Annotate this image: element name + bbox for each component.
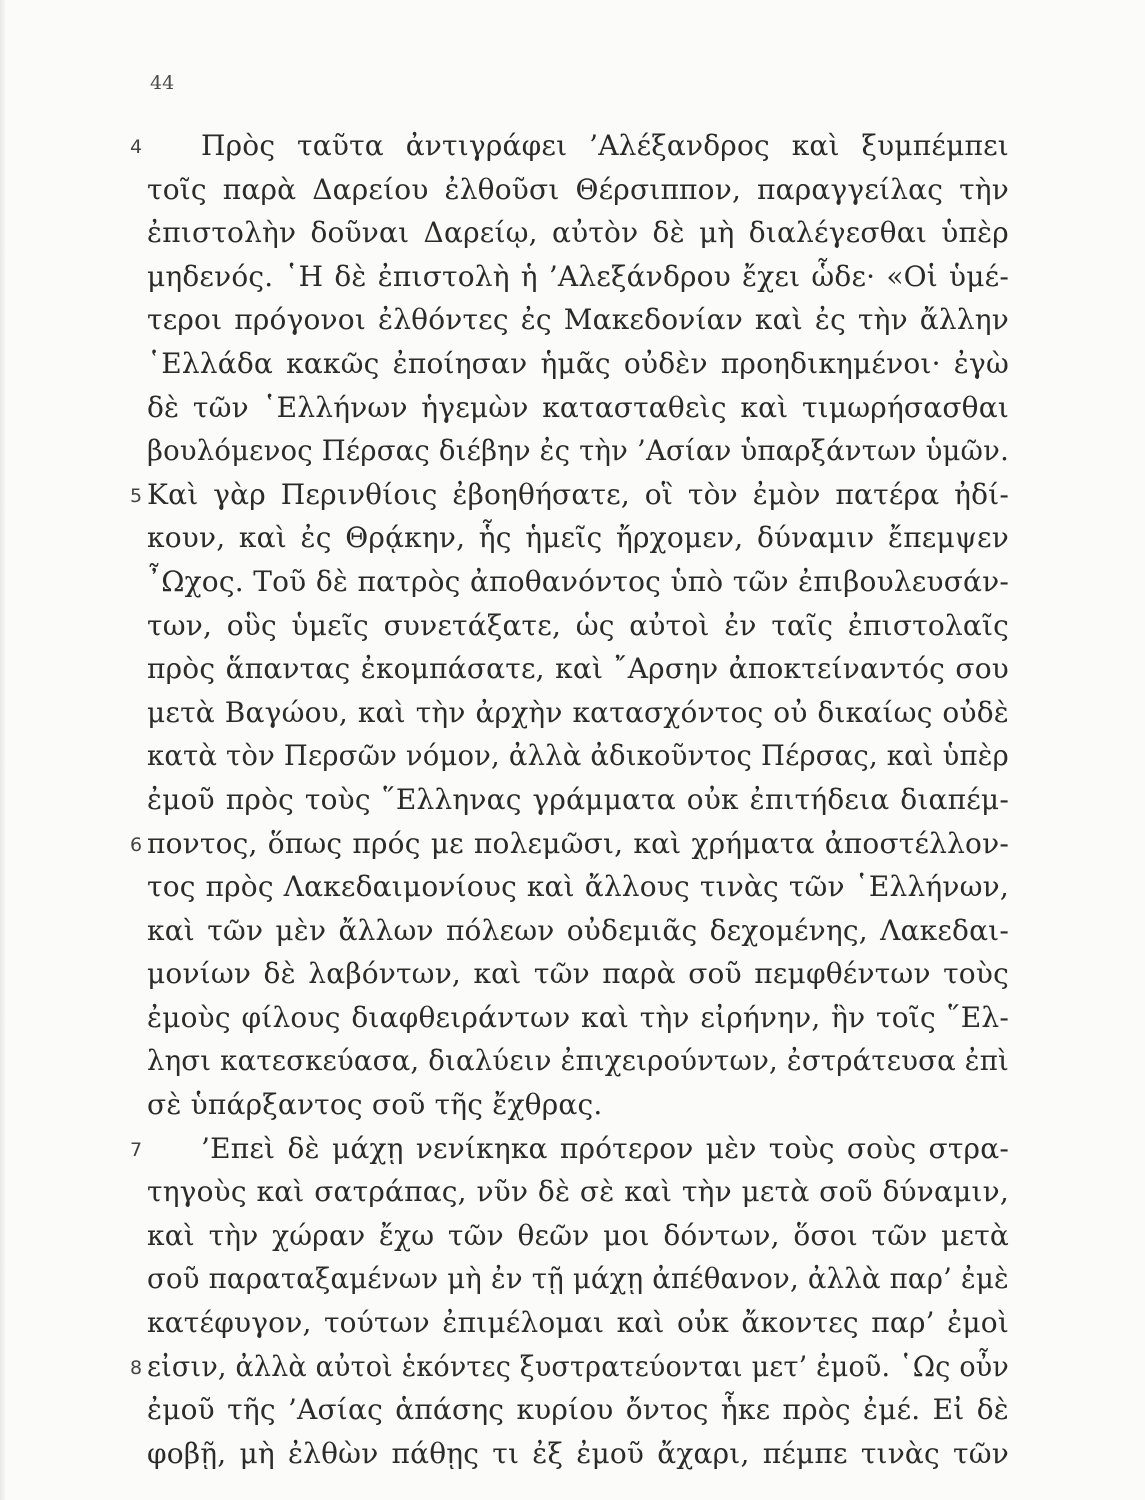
text-line [147,734,1009,778]
text-line [147,168,1009,212]
line-text: ἐμοὺς φίλους διαφθειράντων καὶ τὴν εἰρήνην, ἣν τοῖς ῞Ελ- [147,1000,1010,1034]
line-text: τηγοὺς καὶ σατράπας, νῦν δὲ σὲ καὶ τὴν μετὰ σοῦ δύναμιν, [147,1175,1009,1209]
section-number: 8 [130,1356,143,1379]
line-text: βουλόμενος Πέρσας διέβην ἐς τὴν ’Ασίαν ὑπαρξάντων ὑμῶν. [147,434,1010,468]
text-line [147,909,1009,953]
text-line [130,1127,1009,1171]
line-text: τοῖς παρὰ Δαρείου ἐλθοῦσι Θέρσιππον, παραγγείλας τὴν [147,172,1009,206]
line-text: μετὰ Βαγώου, καὶ τὴν ἀρχὴν κατασχόντος οὐ δικαίως οὐδὲ [147,695,1009,729]
page-number: 44 [150,72,175,94]
text-line [147,516,1009,560]
line-text: πρὸς ἅπαντας ἐκομπάσατε, καὶ ῎Αρσην ἀποκτείναντός σου [147,652,1009,686]
text-line [147,865,1009,909]
text-line [147,1083,1009,1127]
line-text: των, οὓς ὑμεῖς συνετάξατε, ὡς αὐτοὶ ἐν ταῖς ἐπιστολαῖς [147,608,1010,642]
text-line [147,691,1009,735]
line-text: ποντος, ὅπως πρός με πολεμῶσι, καὶ χρήματα ἀποστέλλον- [147,826,1009,860]
text-line [147,342,1009,386]
line-text: δὲ τῶν ῾Ελλήνων ἡγεμὼν κατασταθεὶς καὶ τιμωρήσασθαι [147,390,1009,424]
line-text: φοβῇ, μὴ ἐλθὼν πάθῃς τι ἐξ ἐμοῦ ἄχαρι, πέμπε τινὰς τῶν [147,1436,1009,1470]
section-number: 5 [130,484,143,507]
line-text: Πρὸς ταῦτα ἀντιγράφει ’Αλέξανδρος καὶ ξυμπέμπει [201,129,1009,162]
text-line [147,778,1009,822]
section-number: 4 [130,136,143,158]
line-text: ἐπιστολὴν δοῦναι Δαρείῳ, αὐτὸν δὲ μὴ διαλέγεσθαι ὑπὲρ [147,216,1009,250]
text-line [147,560,1009,604]
line-text: ἐμοῦ πρὸς τοὺς ῞Ελληνας γράμματα οὐκ ἐπιτήδεια διαπέμ- [147,782,1009,816]
text-line [147,1301,1009,1345]
line-text: σὲ ὑπάρξαντος σοῦ τῆς ἔχθρας. [147,1088,603,1122]
text-line [130,1345,1009,1389]
line-text: εἰσιν, ἀλλὰ αὐτοὶ ἑκόντες ξυστρατεύονται μετ’ ἐμοῦ. ῾Ως οὖν [147,1349,1009,1383]
line-text: κουν, καὶ ἐς Θρᾴκην, ἧς ἡμεῖς ἤρχομεν, δύναμιν ἔπεμψεν [147,521,1009,555]
text-line [147,1170,1009,1214]
text-line [130,124,1009,168]
text-line [147,1388,1009,1432]
text-line [147,1214,1009,1258]
text-line [147,255,1009,299]
text-line [147,647,1009,691]
line-text: μηδενός. ῾Η δὲ ἐπιστολὴ ἡ ’Αλεξάνδρου ἔχει ὧδε· «Οἱ ὑμέ- [147,259,1010,293]
line-text: ἐμοῦ τῆς ’Ασίας ἁπάσης κυρίου ὄντος ἧκε πρὸς ἐμέ. Εἰ δὲ [147,1393,1010,1427]
line-text: καὶ τὴν χώραν ἔχω τῶν θεῶν μοι δόντων, ὅσοι τῶν μετὰ [147,1218,1010,1252]
text-line [147,996,1009,1040]
text-line [147,1039,1009,1083]
text-line [147,211,1009,255]
text-block [130,124,1010,1475]
scan-edge [0,0,6,1500]
line-text: λησι κατεσκεύασα, διαλύειν ἐπιχειρούντων, ἐστράτευσα ἐπὶ [147,1044,1010,1078]
text-line [147,604,1009,648]
text-line [130,822,1009,866]
line-text: τεροι πρόγονοι ἐλθόντες ἐς Μακεδονίαν καὶ ἐς τὴν ἄλλην [147,303,1009,337]
line-text: κατέφυγον, τούτων ἐπιμέλομαι καὶ οὐκ ἄκοντες παρ’ ἐμοὶ [147,1306,1009,1340]
section-number: 7 [130,1138,143,1161]
line-text: ῏Ωχος. Τοῦ δὲ πατρὸς ἀποθανόντος ὑπὸ τῶν ἐπιβουλευσάν- [147,564,1010,598]
line-text: σοῦ παραταξαμένων μὴ ἐν τῇ μάχῃ ἀπέθανον, ἀλλὰ παρ’ ἐμὲ [147,1262,1010,1296]
line-text: ’Επεὶ δὲ μάχῃ νενίκηκα πρότερον μὲν τοὺς σοὺς στρα- [201,1131,1009,1165]
text-line [147,1432,1009,1476]
line-text: τος πρὸς Λακεδαιμονίους καὶ ἄλλους τινὰς τῶν ῾Ελλήνων, [147,870,1009,904]
section-number: 6 [130,833,143,856]
text-line [147,298,1009,342]
text-line [130,473,1010,517]
line-text: ῾Ελλάδα κακῶς ἐποίησαν ἡμᾶς οὐδὲν προηδικημένοι· ἐγὼ [147,346,1009,380]
line-text: καὶ τῶν μὲν ἄλλων πόλεων οὐδεμιᾶς δεχομένης, Λακεδαι- [147,913,1010,947]
text-line [147,1257,1009,1301]
line-text: κατὰ τὸν Περσῶν νόμον, ἀλλὰ ἀδικοῦντος Πέρσας, καὶ ὑπὲρ [147,739,1009,773]
line-text: Καὶ γὰρ Περινθίοις ἐβοηθήσατε, οἳ τὸν ἐμὸν πατέρα ἠδί- [147,477,1010,511]
line-text: μονίων δὲ λαβόντων, καὶ τῶν παρὰ σοῦ πεμφθέντων τοὺς [147,957,1009,991]
text-line [147,952,1009,996]
text-line [147,386,1009,430]
text-line [147,429,1009,473]
